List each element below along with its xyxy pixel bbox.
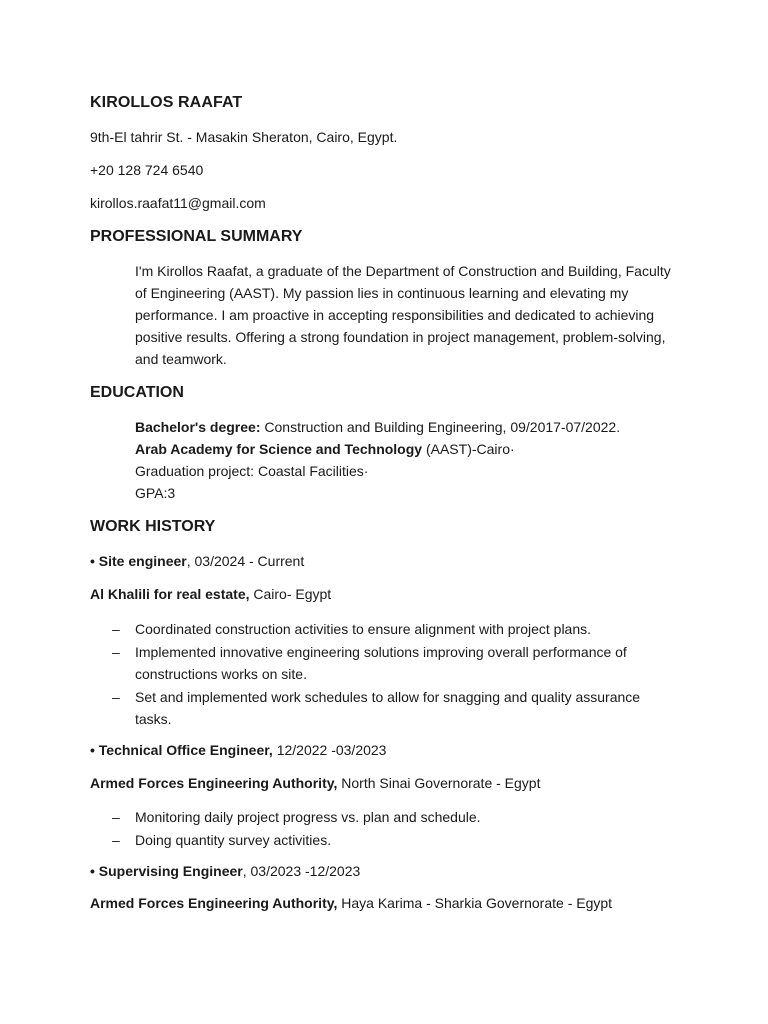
graduation-project: Graduation project: Coastal Facilities· — [135, 463, 369, 479]
education-block — [135, 416, 675, 504]
phone-number: +20 128 724 6540 — [90, 162, 204, 178]
job-duties-list — [90, 806, 680, 851]
dash-bullet: – — [112, 621, 120, 637]
job-title-line — [90, 742, 386, 758]
duty-text: Set and implemented work schedules to allow for snagging and quality assurance tasks. — [135, 688, 641, 727]
job-role: • Supervising Engineer — [90, 863, 243, 879]
summary-text: I'm Kirollos Raafat, a graduate of the Department of Construction and Building, Faculty of Engineering (AAST). My passion lies in continuous learning and elevating my performance. I am proactive in accepting responsibilities and dedicated to achieving positive results. Offering a strong foundation in project management, problem-solving, and teamwork. — [135, 263, 671, 367]
job-company: Armed Forces Engineering Authority, — [90, 775, 338, 791]
job-dates: , 03/2023 -12/2023 — [242, 863, 361, 879]
degree-label: Bachelor's degree: — [135, 419, 261, 435]
address: 9th-El tahrir St. - Masakin Sheraton, Cairo, Egypt. — [90, 129, 398, 145]
job-company: Al Khalili for real estate, — [90, 586, 250, 602]
duty-item — [90, 641, 680, 686]
job-location: Haya Karima - Sharkia Governorate - Egypt — [337, 895, 613, 911]
degree-text: Construction and Building Engineering, 09/2017-07/2022. — [260, 419, 621, 435]
school-name: Arab Academy for Science and Technology — [135, 441, 423, 457]
job-company: Armed Forces Engineering Authority, — [90, 895, 338, 911]
duty-text: Monitoring daily project progress vs. plan and schedule. — [135, 809, 481, 825]
job-role: • Technical Office Engineer, — [90, 742, 273, 758]
education-heading: EDUCATION — [90, 384, 184, 401]
job-company-line — [90, 586, 331, 602]
job-duties-list — [90, 618, 680, 731]
job-dates: , 03/2024 - Current — [186, 553, 305, 569]
job-location: Cairo- Egypt — [249, 586, 332, 602]
job-dates: 12/2022 -03/2023 — [272, 742, 387, 758]
email-address: kirollos.raafat11@gmail.com — [90, 195, 266, 211]
job-title-line — [90, 553, 304, 569]
degree-line — [135, 416, 675, 438]
candidate-name: KIROLLOS RAAFAT — [90, 94, 243, 111]
gpa: GPA:3 — [135, 485, 176, 501]
job-company-line — [90, 895, 612, 911]
duty-item — [90, 829, 680, 852]
dash-bullet: – — [112, 643, 120, 660]
dash-bullet: – — [112, 831, 120, 848]
dash-bullet: – — [112, 809, 120, 825]
dash-bullet: – — [112, 688, 120, 705]
duty-text: Doing quantity survey activities. — [135, 831, 332, 848]
job-title-line — [90, 863, 360, 879]
duty-item — [90, 618, 680, 641]
work-history-heading: WORK HISTORY — [90, 518, 216, 535]
school-line — [135, 438, 675, 460]
duty-item — [90, 806, 680, 829]
school-location: (AAST)-Cairo· — [422, 441, 515, 457]
summary-heading: PROFESSIONAL SUMMARY — [90, 228, 303, 245]
duty-text: Coordinated construction activities to ensure alignment with project plans. — [135, 621, 592, 637]
duty-text: Implemented innovative engineering solutions improving overall performance of constructions works on site. — [135, 643, 627, 682]
duty-item — [90, 686, 680, 731]
job-role: • Site engineer — [90, 553, 187, 569]
job-company-line — [90, 775, 540, 791]
job-location: North Sinai Governorate - Egypt — [337, 775, 541, 791]
